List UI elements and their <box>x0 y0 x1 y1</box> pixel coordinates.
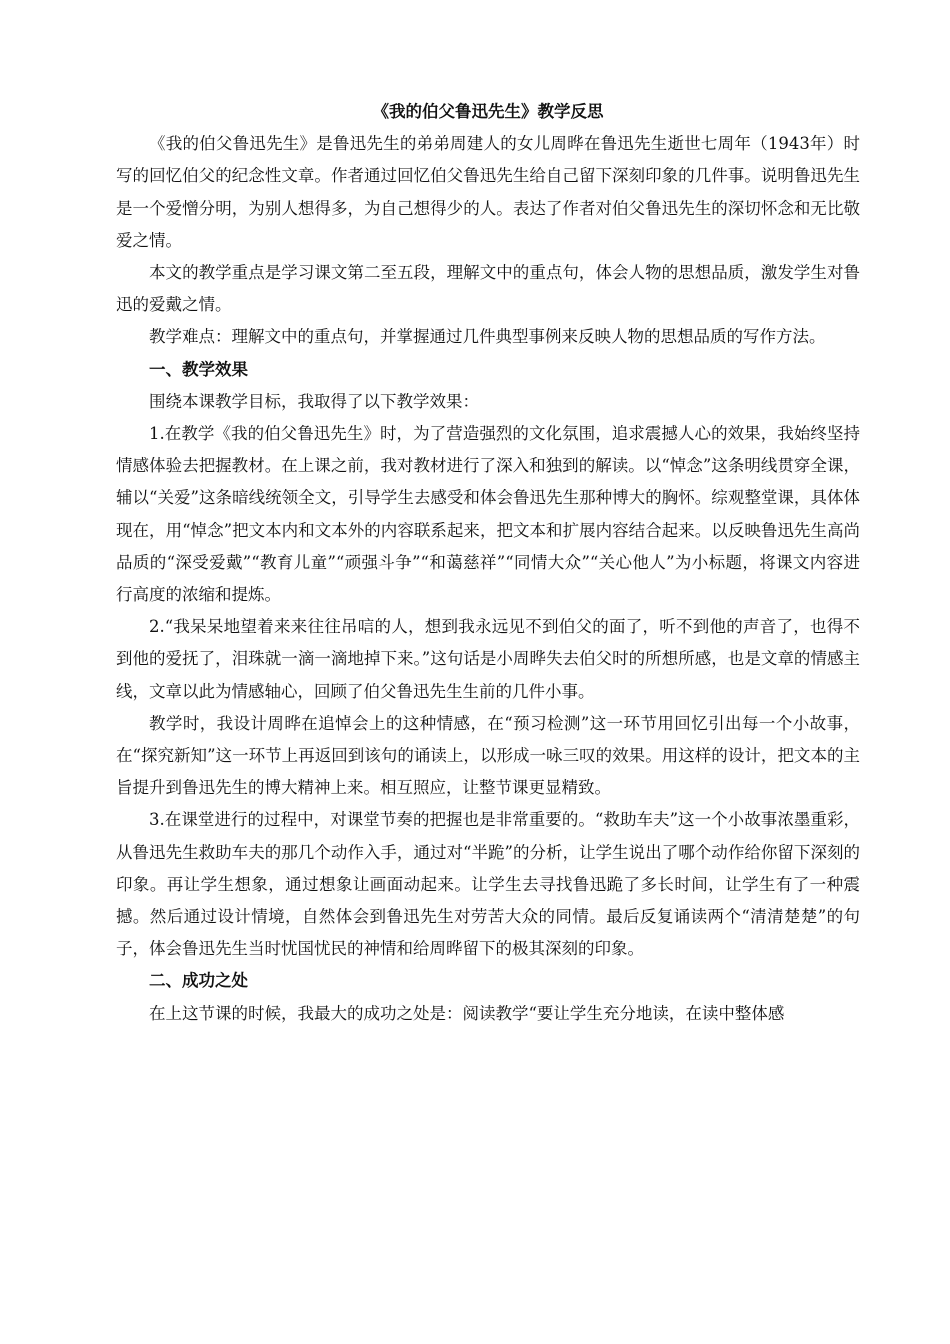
section1-paragraph-3: 2.“我呆呆地望着来来往往吊唁的人，想到我永远见不到伯父的面了，听不到他的声音了，也得不到他的爱抚了，泪珠就一滴一滴地掉下来。”这句话是小周晔失去伯父时的所想所感，也是文章的情感主线，文章以此为情感轴心，回顾了伯父鲁迅先生生前的几件小事。 <box>116 617 860 701</box>
section1-paragraph-2: 1.在教学《我的伯父鲁迅先生》时，为了营造强烈的文化氛围，追求震撼人心的效果，我始终坚持情感体验去把握教材。在上课之前，我对教材进行了深入和独到的解读。以“悼念”这条明线贯穿全课，辅以“关爱”这条暗线统领全文，引导学生去感受和体会鲁迅先生那种博大的胸怀。综观整堂课，具体体现在，用“悼念”把文本内和文本外的内容联系起来，把文本和扩展内容结合起来。以反映鲁迅先生高尚品质的“深受爱戴”“教育儿童”“顽强斗争”“和蔼慈祥”“同情大众”“关心他人”为小标题，将课文内容进行高度的浓缩和提炼。 <box>116 424 860 605</box>
document-title: 《我的伯父鲁迅先生》教学反思 <box>372 102 604 121</box>
intro-paragraph-1: 《我的伯父鲁迅先生》是鲁迅先生的弟弟周建人的女儿周晔在鲁迅先生逝世七周年（1943年）时写的回忆伯父的纪念性文章。作者通过回忆伯父鲁迅先生给自己留下深刻印象的几件事。说明鲁迅先生是一个爱憎分明，为别人想得多，为自己想得少的人。表达了作者对伯父鲁迅先生的深切怀念和无比敬爱之情。 <box>116 134 860 250</box>
intro-paragraph-3: 教学难点：理解文中的重点句，并掌握通过几件典型事例来反映人物的思想品质的写作方法。 <box>149 327 826 347</box>
section-heading-teaching-effect: 一、教学效果 <box>149 359 248 379</box>
intro-paragraph-2: 本文的教学重点是学习课文第二至五段，理解文中的重点句，体会人物的思想品质，激发学生对鲁迅的爱戴之情。 <box>116 263 860 315</box>
section1-paragraph-4: 教学时，我设计周晔在追悼会上的这种情感，在“预习检测”这一环节用回忆引出每一个小故事，在“探究新知”这一环节上再返回到该句的诵读上，以形成一咏三叹的效果。用这样的设计，把文本的主旨提升到鲁迅先生的博大精神上来。相互照应，让整节课更显精致。 <box>116 713 860 798</box>
document-body <box>116 96 860 1030</box>
section1-paragraph-5: 3.在课堂进行的过程中，对课堂节奏的把握也是非常重要的。“救助车夫”这一个小故事浓墨重彩，从鲁迅先生救助车夫的那几个动作入手，通过对“半跪”的分析，让学生说出了哪个动作给你留下深刻的印象。再让学生想象，通过想象让画面动起来。让学生去寻找鲁迅跪了多长时间，让学生有了一种震撼。然后通过设计情境，自然体会到鲁迅先生对劳苦大众的同情。最后反复诵读两个“清清楚楚”的句子，体会鲁迅先生当时忧国忧民的神情和给周晔留下的极其深刻的印象。 <box>116 810 860 959</box>
section2-paragraph-1: 在上这节课的时候，我最大的成功之处是：阅读教学“要让学生充分地读，在读中整体感 <box>149 1003 785 1023</box>
section-heading-success: 二、成功之处 <box>149 971 248 991</box>
section1-paragraph-1: 围绕本课教学目标，我取得了以下教学效果： <box>149 391 479 411</box>
